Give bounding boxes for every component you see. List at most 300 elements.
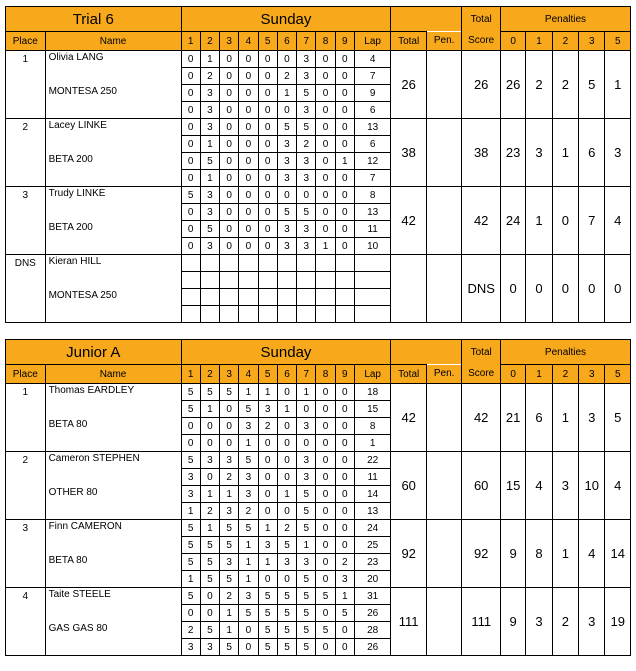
rider-name: Cameron STEPHEN <box>45 452 181 486</box>
section-score: 3 <box>277 554 296 571</box>
section-header: 1 <box>181 365 200 384</box>
lap-total: 10 <box>354 238 391 255</box>
section-score: 0 <box>316 153 335 170</box>
section-score <box>258 255 277 272</box>
section-score: 3 <box>220 452 239 469</box>
penalty-count: 3 <box>605 119 631 187</box>
total-header: Total <box>391 365 427 384</box>
section-score: 0 <box>316 136 335 153</box>
section-score: 0 <box>239 622 258 639</box>
section-score: 0 <box>277 51 296 68</box>
section-score <box>181 306 200 323</box>
penalty-count: 1 <box>526 187 552 255</box>
total-score-header-top: Total <box>462 340 501 365</box>
section-score: 1 <box>200 520 219 537</box>
section-score: 0 <box>181 418 200 435</box>
section-score: 5 <box>297 503 316 520</box>
section-score: 3 <box>297 68 316 85</box>
total-score-header-bottom: Score <box>462 32 501 51</box>
section-score: 5 <box>181 452 200 469</box>
penalty-count: 14 <box>605 520 631 588</box>
section-score: 0 <box>335 204 354 221</box>
section-score <box>258 306 277 323</box>
section-score: 3 <box>297 153 316 170</box>
section-score: 0 <box>335 51 354 68</box>
section-score: 0 <box>316 401 335 418</box>
table-row <box>6 119 631 136</box>
section-score: 5 <box>220 384 239 401</box>
table-row <box>6 588 631 605</box>
section-score: 0 <box>277 469 296 486</box>
table-row <box>6 384 631 401</box>
rider-name: Trudy LINKE <box>45 187 181 221</box>
penalty-count: 3 <box>526 588 552 656</box>
total-header: Total <box>391 32 427 51</box>
rider-pen <box>426 452 462 520</box>
section-score: 0 <box>239 136 258 153</box>
section-score: 0 <box>181 238 200 255</box>
lap-total: 23 <box>354 554 391 571</box>
section-score: 0 <box>239 204 258 221</box>
rider-pen <box>426 187 462 255</box>
rider-total: 42 <box>391 187 427 255</box>
section-score <box>220 289 239 306</box>
section-score <box>277 289 296 306</box>
lap-total: 9 <box>354 85 391 102</box>
rider-score: 92 <box>462 520 501 588</box>
penalty-count: 7 <box>579 187 605 255</box>
section-score: 1 <box>200 170 219 187</box>
penalty-count: 0 <box>605 255 631 323</box>
section-header: 9 <box>335 365 354 384</box>
section-score: 5 <box>181 537 200 554</box>
rider-total <box>391 255 427 323</box>
pen-header: Pen. <box>426 365 462 384</box>
section-score: 3 <box>297 102 316 119</box>
rider-name: Lacey LINKE <box>45 119 181 153</box>
section-score <box>200 272 219 289</box>
section-score: 5 <box>200 221 219 238</box>
section-score: 3 <box>200 639 219 656</box>
section-score: 0 <box>335 170 354 187</box>
rider-total: 92 <box>391 520 427 588</box>
section-score: 3 <box>200 85 219 102</box>
lap-total: 13 <box>354 204 391 221</box>
section-score: 5 <box>316 622 335 639</box>
section-score: 3 <box>277 238 296 255</box>
section-score: 1 <box>220 486 239 503</box>
section-score <box>335 272 354 289</box>
section-score: 1 <box>258 554 277 571</box>
section-score: 0 <box>297 435 316 452</box>
section-score: 0 <box>316 520 335 537</box>
section-score: 2 <box>181 622 200 639</box>
section-score: 3 <box>277 153 296 170</box>
section-score: 0 <box>239 85 258 102</box>
penalty-count: 0 <box>500 255 525 323</box>
section-score: 5 <box>181 520 200 537</box>
section-score: 5 <box>200 384 219 401</box>
section-score: 0 <box>277 452 296 469</box>
rider-score: 111 <box>462 588 501 656</box>
section-score: 0 <box>258 238 277 255</box>
penalty-col-header: 5 <box>605 32 631 51</box>
section-score: 0 <box>220 221 239 238</box>
section-score: 0 <box>335 136 354 153</box>
section-score: 5 <box>297 571 316 588</box>
section-score: 3 <box>258 537 277 554</box>
section-score: 0 <box>316 486 335 503</box>
section-score: 3 <box>239 486 258 503</box>
section-score: 0 <box>258 102 277 119</box>
penalty-count: 2 <box>552 51 578 119</box>
section-score: 0 <box>316 605 335 622</box>
section-score: 5 <box>297 639 316 656</box>
rider-place: 2 <box>6 119 46 187</box>
section-score <box>316 306 335 323</box>
lap-total: 26 <box>354 605 391 622</box>
section-header: 2 <box>200 365 219 384</box>
section-score: 0 <box>239 102 258 119</box>
rider-place: 1 <box>6 384 46 452</box>
lap-total: 8 <box>354 187 391 204</box>
section-score <box>181 289 200 306</box>
section-score: 1 <box>316 238 335 255</box>
section-score: 0 <box>277 102 296 119</box>
section-score <box>239 306 258 323</box>
section-score: 0 <box>181 435 200 452</box>
pen-header: Pen. <box>426 32 462 51</box>
section-score: 3 <box>239 469 258 486</box>
lap-total: 13 <box>354 503 391 520</box>
section-score: 3 <box>200 452 219 469</box>
section-score: 1 <box>297 537 316 554</box>
section-score: 0 <box>297 401 316 418</box>
section-score: 2 <box>277 68 296 85</box>
section-score: 0 <box>277 187 296 204</box>
lap-total: 6 <box>354 136 391 153</box>
section-score <box>297 306 316 323</box>
lap-total: 6 <box>354 102 391 119</box>
section-score <box>239 272 258 289</box>
lap-total: 25 <box>354 537 391 554</box>
section-score: 0 <box>181 85 200 102</box>
rider-score: 60 <box>462 452 501 520</box>
section-score: 0 <box>316 639 335 656</box>
penalty-count: 3 <box>579 384 605 452</box>
section-score: 3 <box>297 238 316 255</box>
section-score: 0 <box>277 418 296 435</box>
lap-total <box>354 306 391 323</box>
section-score: 1 <box>200 136 219 153</box>
section-score <box>335 289 354 306</box>
section-score: 1 <box>239 384 258 401</box>
section-score: 0 <box>239 238 258 255</box>
section-score: 0 <box>335 469 354 486</box>
section-score: 0 <box>258 85 277 102</box>
table-row <box>6 452 631 469</box>
section-score: 1 <box>239 537 258 554</box>
section-score <box>258 272 277 289</box>
section-score: 0 <box>220 136 239 153</box>
section-header: 5 <box>258 32 277 51</box>
section-header: 8 <box>316 365 335 384</box>
place-header: Place <box>6 365 46 384</box>
section-score: 1 <box>277 85 296 102</box>
section-score: 0 <box>335 68 354 85</box>
rider-name: Taite STEELE <box>45 588 181 622</box>
header-spacer <box>391 7 462 32</box>
table-row <box>6 51 631 68</box>
section-header: 6 <box>277 365 296 384</box>
lap-total <box>354 272 391 289</box>
section-score: 0 <box>277 503 296 520</box>
name-header: Name <box>45 32 181 51</box>
section-score <box>316 255 335 272</box>
section-score: 2 <box>335 554 354 571</box>
section-score: 0 <box>316 435 335 452</box>
section-score: 0 <box>220 435 239 452</box>
penalties-header: Penalties <box>500 7 630 32</box>
section-score <box>181 272 200 289</box>
section-score: 1 <box>335 588 354 605</box>
section-score: 0 <box>220 102 239 119</box>
rider-score: 42 <box>462 384 501 452</box>
section-score: 0 <box>335 622 354 639</box>
penalty-count: 9 <box>500 520 525 588</box>
section-score: 5 <box>181 401 200 418</box>
section-score: 3 <box>200 238 219 255</box>
section-score: 5 <box>277 639 296 656</box>
penalty-count: 2 <box>552 588 578 656</box>
section-score: 0 <box>220 68 239 85</box>
section-score: 1 <box>181 571 200 588</box>
class-title: Junior A <box>6 340 182 365</box>
section-score: 3 <box>297 170 316 187</box>
section-score: 0 <box>316 170 335 187</box>
rider-machine: BETA 200 <box>45 221 181 255</box>
section-score: 0 <box>200 588 219 605</box>
day-title: Sunday <box>181 7 391 32</box>
section-score: 0 <box>258 204 277 221</box>
section-score <box>277 306 296 323</box>
section-header: 9 <box>335 32 354 51</box>
section-score <box>277 255 296 272</box>
section-score: 0 <box>181 136 200 153</box>
penalty-col-header: 1 <box>526 365 552 384</box>
section-score: 5 <box>220 537 239 554</box>
section-header: 1 <box>181 32 200 51</box>
section-score: 3 <box>239 588 258 605</box>
section-score: 1 <box>277 401 296 418</box>
section-score: 0 <box>335 418 354 435</box>
section-score: 5 <box>239 401 258 418</box>
section-score <box>181 255 200 272</box>
penalty-count: 24 <box>500 187 525 255</box>
section-score: 0 <box>277 384 296 401</box>
section-score: 0 <box>239 119 258 136</box>
section-score: 0 <box>200 605 219 622</box>
section-score: 1 <box>220 622 239 639</box>
section-score: 5 <box>297 622 316 639</box>
rider-pen <box>426 119 462 187</box>
section-score: 5 <box>181 187 200 204</box>
section-score <box>335 255 354 272</box>
lap-total: 31 <box>354 588 391 605</box>
penalty-count: 5 <box>579 51 605 119</box>
section-score: 0 <box>181 68 200 85</box>
section-score: 0 <box>200 435 219 452</box>
section-score: 5 <box>200 622 219 639</box>
section-score: 3 <box>181 639 200 656</box>
total-score-header-top: Total <box>462 7 501 32</box>
penalty-count: 0 <box>552 187 578 255</box>
section-score: 5 <box>335 605 354 622</box>
section-score: 3 <box>200 119 219 136</box>
section-score: 5 <box>181 554 200 571</box>
section-score: 1 <box>297 384 316 401</box>
section-score <box>316 289 335 306</box>
section-score: 2 <box>239 503 258 520</box>
lap-header: Lap <box>354 365 391 384</box>
rider-score: DNS <box>462 255 501 323</box>
section-score: 0 <box>239 639 258 656</box>
table-row <box>6 520 631 537</box>
section-score: 0 <box>200 469 219 486</box>
section-score: 0 <box>335 435 354 452</box>
penalty-count: 10 <box>579 452 605 520</box>
section-score: 0 <box>335 102 354 119</box>
lap-total: 20 <box>354 571 391 588</box>
section-score: 0 <box>181 605 200 622</box>
section-score: 3 <box>277 170 296 187</box>
rider-score: 26 <box>462 51 501 119</box>
penalty-count: 0 <box>579 255 605 323</box>
section-score <box>239 255 258 272</box>
section-score <box>297 289 316 306</box>
section-score: 5 <box>297 85 316 102</box>
section-score: 5 <box>200 571 219 588</box>
lap-total: 14 <box>354 486 391 503</box>
section-score: 0 <box>258 486 277 503</box>
section-score: 0 <box>220 418 239 435</box>
section-score: 0 <box>181 221 200 238</box>
section-score: 0 <box>220 119 239 136</box>
section-score: 5 <box>277 605 296 622</box>
section-score: 5 <box>181 384 200 401</box>
section-score: 0 <box>181 51 200 68</box>
section-score: 1 <box>220 605 239 622</box>
section-score: 5 <box>200 537 219 554</box>
section-score: 0 <box>335 221 354 238</box>
section-score: 2 <box>277 520 296 537</box>
rider-pen <box>426 520 462 588</box>
section-score: 0 <box>316 469 335 486</box>
section-score: 1 <box>258 384 277 401</box>
section-score: 3 <box>239 418 258 435</box>
section-header: 3 <box>220 365 239 384</box>
section-score: 0 <box>316 537 335 554</box>
penalty-col-header: 2 <box>552 365 578 384</box>
penalty-count: 3 <box>526 119 552 187</box>
section-score: 5 <box>239 520 258 537</box>
section-score: 0 <box>258 119 277 136</box>
section-score: 0 <box>258 452 277 469</box>
section-score <box>335 306 354 323</box>
section-score: 5 <box>277 204 296 221</box>
section-header: 2 <box>200 32 219 51</box>
section-header: 5 <box>258 365 277 384</box>
section-score: 5 <box>316 588 335 605</box>
lap-total <box>354 289 391 306</box>
section-score: 0 <box>220 238 239 255</box>
section-score <box>220 255 239 272</box>
section-score <box>200 306 219 323</box>
section-score: 1 <box>239 571 258 588</box>
section-score: 3 <box>200 102 219 119</box>
rider-pen <box>426 588 462 656</box>
section-score: 0 <box>277 435 296 452</box>
section-score: 0 <box>220 187 239 204</box>
penalty-count: 1 <box>552 119 578 187</box>
section-score: 0 <box>316 221 335 238</box>
section-score: 3 <box>297 469 316 486</box>
section-score: 0 <box>239 68 258 85</box>
penalty-count: 3 <box>579 588 605 656</box>
section-score: 3 <box>220 503 239 520</box>
lap-total: 7 <box>354 170 391 187</box>
section-score: 0 <box>335 503 354 520</box>
section-score: 0 <box>316 452 335 469</box>
section-score: 1 <box>258 520 277 537</box>
penalty-count: 4 <box>605 452 631 520</box>
section-score: 0 <box>239 170 258 187</box>
rider-machine: BETA 80 <box>45 554 181 588</box>
rider-machine: MONTESA 250 <box>45 289 181 323</box>
section-score: 1 <box>239 435 258 452</box>
penalty-count: 4 <box>605 187 631 255</box>
lap-total: 26 <box>354 639 391 656</box>
section-score: 1 <box>200 401 219 418</box>
section-score: 0 <box>316 51 335 68</box>
section-score: 1 <box>277 486 296 503</box>
results-table-junior-a <box>5 339 631 656</box>
section-score: 0 <box>335 401 354 418</box>
section-score: 5 <box>277 119 296 136</box>
class-title: Trial 6 <box>6 7 182 32</box>
lap-total: 13 <box>354 119 391 136</box>
section-score: 0 <box>258 51 277 68</box>
lap-total: 11 <box>354 469 391 486</box>
section-score: 1 <box>239 554 258 571</box>
section-score: 0 <box>258 136 277 153</box>
section-score: 5 <box>200 153 219 170</box>
section-score <box>297 255 316 272</box>
penalty-count: 26 <box>500 51 525 119</box>
section-score: 3 <box>297 51 316 68</box>
penalty-count: 15 <box>500 452 525 520</box>
section-score: 0 <box>335 520 354 537</box>
section-score <box>316 272 335 289</box>
penalty-count: 4 <box>526 452 552 520</box>
section-score: 0 <box>258 153 277 170</box>
section-header: 7 <box>297 365 316 384</box>
penalty-count: 9 <box>500 588 525 656</box>
section-score: 3 <box>200 204 219 221</box>
section-score: 1 <box>181 503 200 520</box>
section-score: 5 <box>258 639 277 656</box>
rider-score: 42 <box>462 187 501 255</box>
